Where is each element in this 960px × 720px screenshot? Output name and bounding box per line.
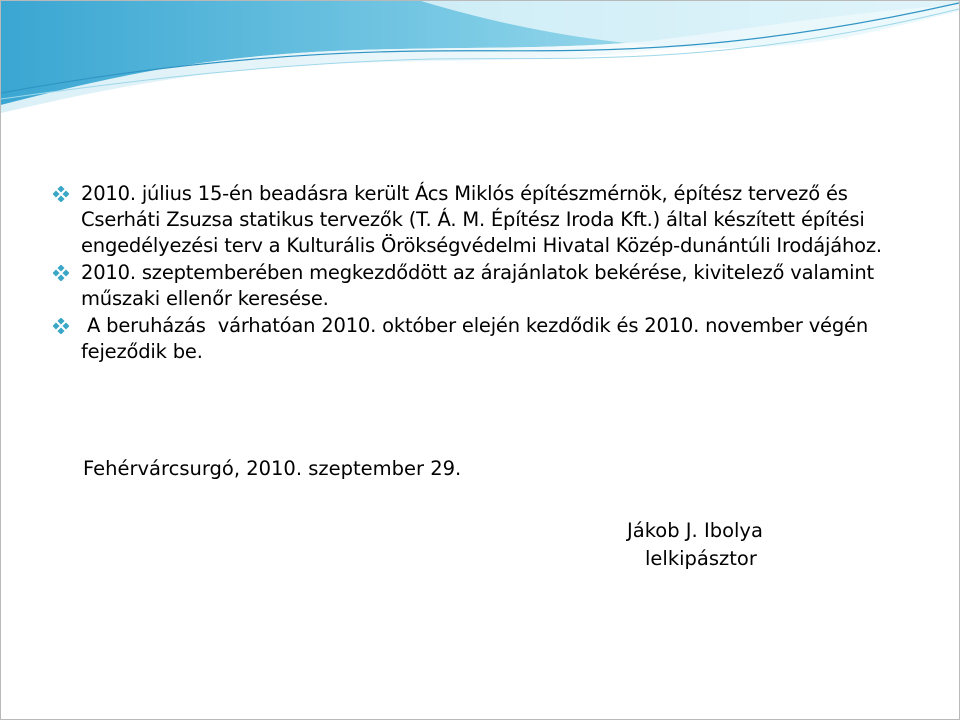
signature-block [611, 517, 801, 573]
list-item [53, 181, 913, 259]
place-and-date: Fehérvárcsurgó, 2010. szeptember 29. [83, 457, 462, 480]
bullet-text: A beruházás várhatóan 2010. október elején kezdődik és 2010. november végén fejeződik be. [81, 314, 874, 363]
diamond-bullet-icon [53, 313, 81, 339]
header-wave-decoration [1, 1, 959, 121]
bullet-list [53, 181, 913, 366]
list-item [53, 260, 913, 312]
diamond-bullet-icon [53, 181, 81, 207]
list-item [53, 313, 913, 365]
bullet-text: 2010. szeptemberében megkezdődött az árajánlatok bekérése, kivitelező valamint műszaki ellenőr keresése. [81, 261, 874, 310]
signatory-name: Jákob J. Ibolya [627, 519, 763, 542]
signatory-role: lelkipásztor [645, 547, 757, 570]
diamond-bullet-icon [53, 260, 81, 286]
bullet-text: 2010. július 15-én beadásra került Ács Miklós építészmérnök, építész tervező és Cserháti Zsuzsa statikus tervezők (T. Á. M. Építész Iroda Kft.) által készített építési engedélyezési terv a Kulturális Örökségvédelmi Hivatal Közép-dunántúli Irodájához. [81, 182, 882, 257]
